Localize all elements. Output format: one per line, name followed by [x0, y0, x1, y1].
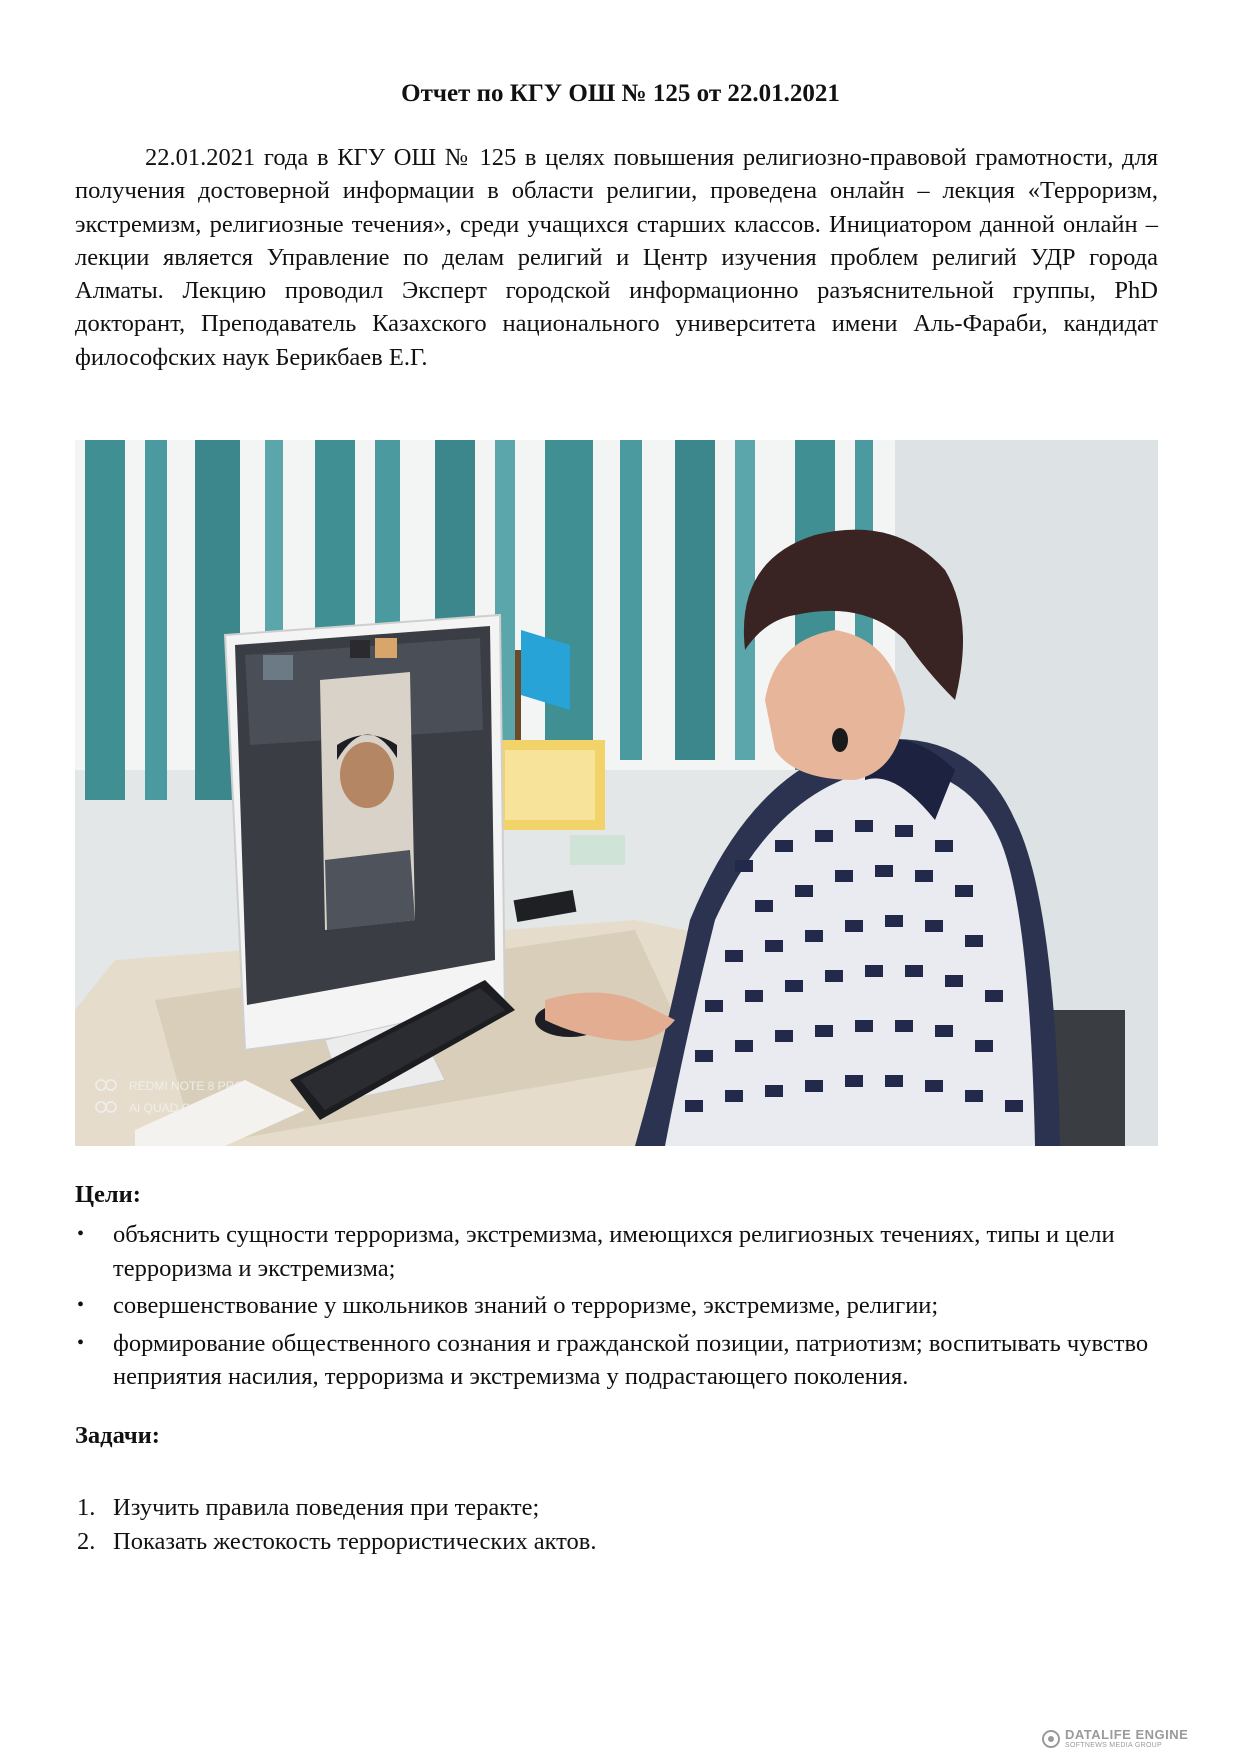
goals-list — [75, 1218, 1158, 1398]
task-text: Изучить правила поведения при теракте; — [113, 1494, 540, 1521]
goal-text: формирование общественного сознания и гражданской позиции, патриотизм; воспитывать чувство неприятия насилия, терроризма и экстремизма у подрастающего поколения. — [113, 1329, 1149, 1390]
list-item — [75, 1289, 1158, 1323]
list-number: 1. — [77, 1494, 96, 1521]
list-item — [75, 1218, 1158, 1285]
goals-heading: Цели: — [75, 1181, 141, 1208]
tasks-list — [75, 1491, 1158, 1558]
list-item — [75, 1491, 1158, 1525]
document-title: Отчет по КГУ ОШ № 125 от 22.01.2021 — [401, 80, 840, 107]
goal-text: объяснить сущности терроризма, экстремизма, имеющихся религиозных течениях, типы и цели терроризма и экстремизма; — [113, 1221, 1115, 1282]
bullet-icon: • — [77, 1331, 85, 1354]
list-number: 2. — [77, 1527, 96, 1555]
watermark-line2: AI QUAD CAMERA — [129, 1101, 234, 1115]
event-photo — [75, 440, 1158, 1146]
bullet-icon: • — [77, 1223, 85, 1245]
datalife-engine-logo — [1042, 1728, 1188, 1749]
logo-icon — [1042, 1730, 1060, 1748]
list-item — [75, 1327, 1158, 1394]
goal-text: совершенствование у школьников знаний о терроризме, экстремизме, религии; — [113, 1292, 939, 1319]
tasks-heading: Задачи: — [75, 1422, 160, 1449]
task-text: Показать жестокость террористических актов. — [113, 1527, 597, 1555]
logo-subtitle: SOFTNEWS MEDIA GROUP — [1065, 1742, 1163, 1749]
logo-brand: DATALIFE ENGINE — [1065, 1727, 1189, 1742]
watermark-line1: REDMI NOTE 8 PRO — [129, 1079, 244, 1093]
intro-paragraph: 22.01.2021 года в КГУ ОШ № 125 в целях повышения религиозно-правовой грамотности, для получения достоверной информации в области религии, проведена онлайн – лекция «Терроризм, экстремизм, религиозные течения», среди учащихся старших классов. Инициатором данной онлайн – лекции является Управление по делам религий и Центр изучения проблем религий УДР города Алматы. Лекцию проводил Эксперт городской информационно разъяснительной группы, PhD докторант, Преподаватель Казахского национального университета имени Аль-Фараби, кандидат философских наук Берикбаев Е.Г. — [75, 144, 1158, 371]
bullet-icon: • — [77, 1294, 85, 1316]
list-item — [75, 1525, 1158, 1559]
